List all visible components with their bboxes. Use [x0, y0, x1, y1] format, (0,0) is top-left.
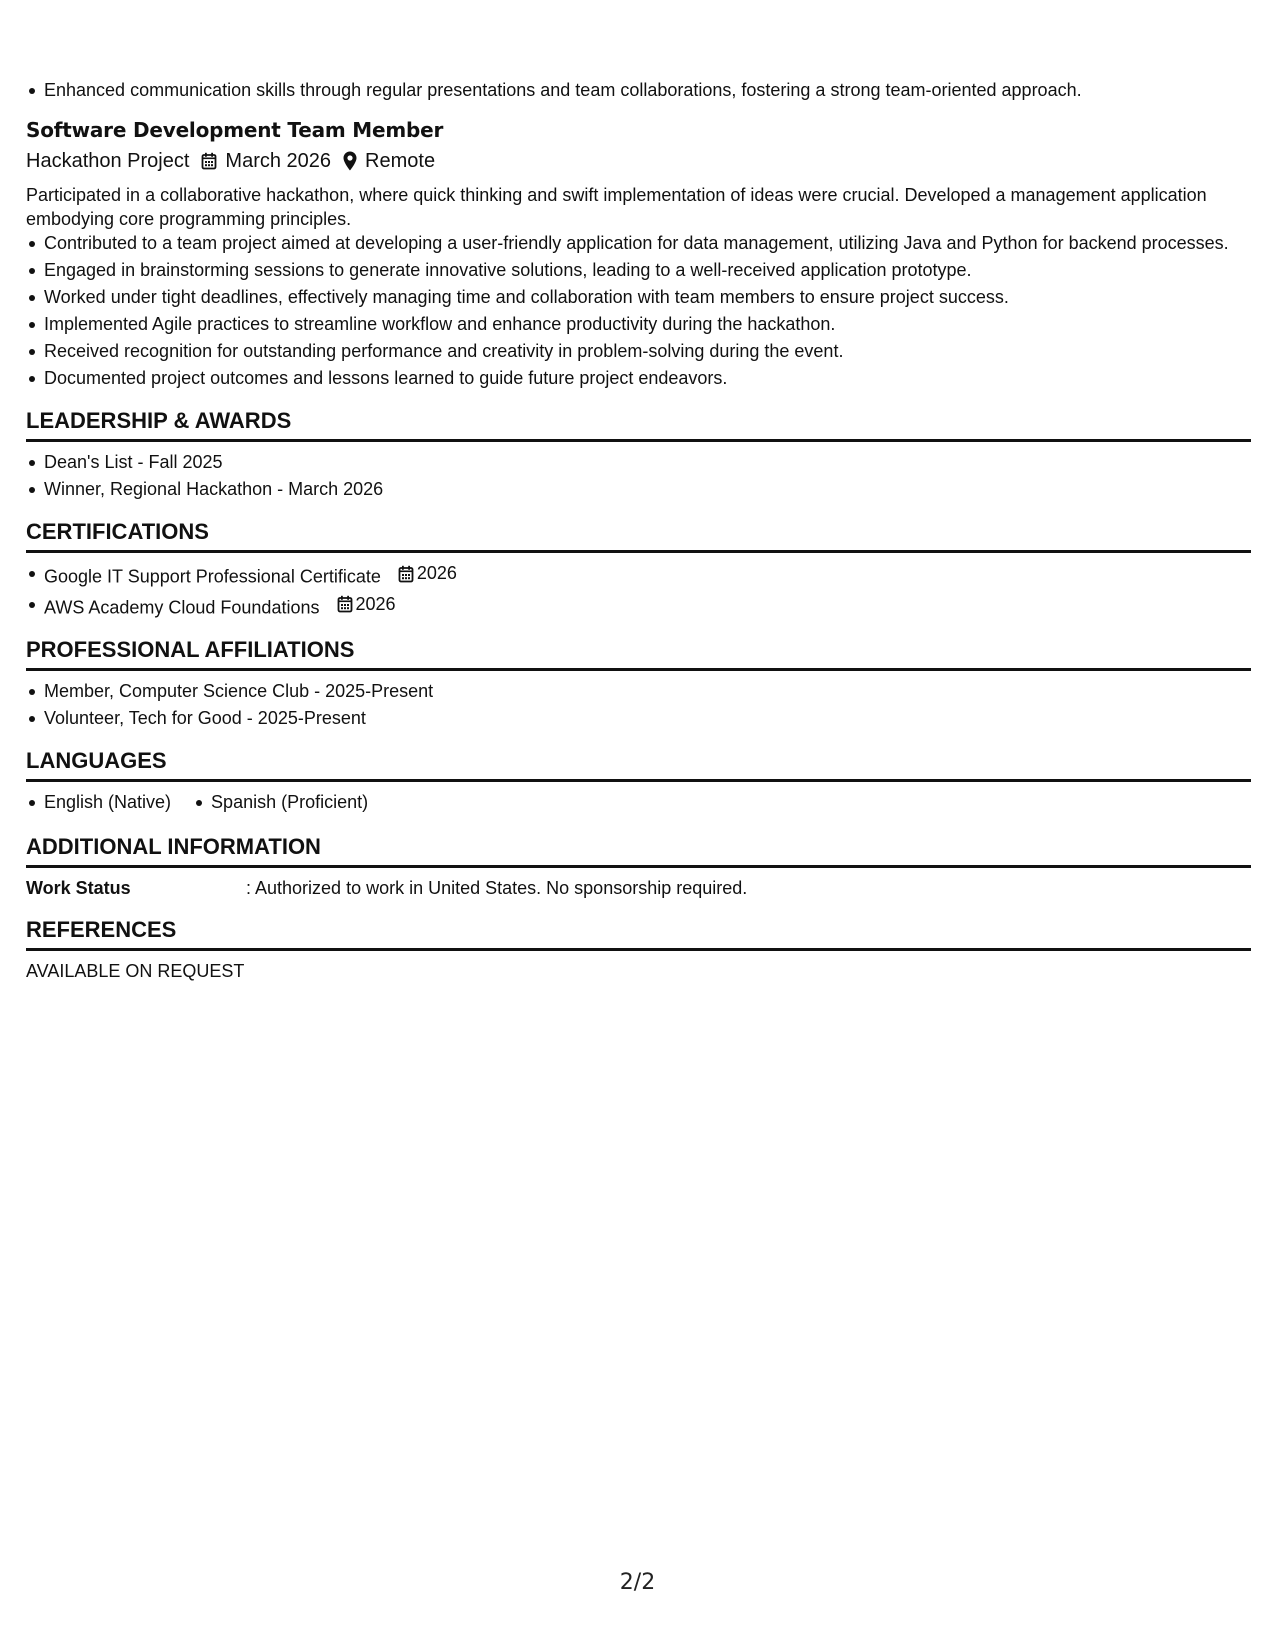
list-item: Dean's List - Fall 2025 — [26, 450, 1251, 475]
job-location — [331, 147, 435, 175]
job-title: Software Development Team Member — [26, 118, 444, 142]
job-date-text: March 2026 — [225, 150, 332, 172]
certification-year: 2026 — [355, 593, 396, 614]
list-item: Contributed to a team project aimed at developing a user-friendly application for data management, utilizing Java and Python for backend processes. — [26, 231, 1251, 256]
references-text: AVAILABLE ON REQUEST — [26, 961, 245, 981]
job-meta — [26, 147, 1251, 175]
list-item: English (Native) — [26, 790, 171, 815]
list-item: Engaged in brainstorming sessions to generate innovative solutions, leading to a well-received application prototype. — [26, 258, 1251, 283]
calendar-icon — [337, 595, 353, 613]
section-additional-information — [26, 833, 1251, 900]
list-item: Received recognition for outstanding performance and creativity in problem-solving during the event. — [26, 339, 1251, 364]
experience-entry — [26, 117, 1251, 391]
section-heading: CERTIFICATIONS — [26, 518, 1251, 553]
job-organization: Hackathon Project — [26, 150, 190, 172]
section-certifications — [26, 518, 1251, 620]
section-heading: LEADERSHIP & AWARDS — [26, 407, 1251, 442]
certification-name: AWS Academy Cloud Foundations — [44, 597, 320, 617]
previous-job-bullets — [26, 78, 1251, 103]
list-item: Member, Computer Science Club - 2025-Present — [26, 679, 1251, 704]
certification-name: Google IT Support Professional Certificate — [44, 566, 381, 587]
map-pin-icon — [343, 151, 357, 171]
section-languages — [26, 747, 1251, 817]
certification-date — [337, 592, 396, 617]
leadership-list — [26, 450, 1251, 502]
job-bullets — [26, 231, 1251, 391]
calendar-icon — [398, 565, 414, 583]
list-item: Winner, Regional Hackathon - March 2026 — [26, 477, 1251, 502]
languages-list — [26, 790, 1251, 817]
work-status-value: : Authorized to work in United States. No sponsorship required. — [246, 878, 748, 898]
work-status-row — [26, 876, 1251, 900]
list-item: Spanish (Proficient) — [193, 790, 368, 815]
section-heading: REFERENCES — [26, 916, 1251, 951]
certification-date — [398, 561, 457, 586]
certifications-list — [26, 561, 1251, 620]
job-summary: Participated in a collaborative hackathon, where quick thinking and swift implementation of ideas were crucial. Developed a management application embodying core programming principles. — [26, 185, 1207, 229]
affiliations-list — [26, 679, 1251, 731]
section-heading: LANGUAGES — [26, 747, 1251, 782]
list-item: Worked under tight deadlines, effectively managing time and collaboration with team members to ensure project success. — [26, 285, 1251, 310]
calendar-icon — [201, 152, 217, 170]
job-location-text: Remote — [365, 150, 436, 172]
job-date — [189, 147, 331, 175]
list-item — [26, 592, 1251, 621]
section-affiliations — [26, 636, 1251, 731]
list-item: Documented project outcomes and lessons learned to guide future project endeavors. — [26, 366, 1251, 391]
resume-page-2 — [26, 78, 1251, 983]
section-references — [26, 916, 1251, 983]
list-item: Enhanced communication skills through regular presentations and team collaborations, fostering a strong team-oriented approach. — [26, 78, 1251, 103]
list-item — [26, 561, 1251, 590]
page-number: 2/2 — [619, 1570, 656, 1595]
section-heading: ADDITIONAL INFORMATION — [26, 833, 1251, 868]
section-heading: PROFESSIONAL AFFILIATIONS — [26, 636, 1251, 671]
list-item: Volunteer, Tech for Good - 2025-Present — [26, 706, 1251, 731]
work-status-label: Work Status — [26, 878, 131, 898]
certification-year: 2026 — [416, 563, 457, 583]
section-leadership — [26, 407, 1251, 502]
list-item: Implemented Agile practices to streamline workflow and enhance productivity during the hackathon. — [26, 312, 1251, 337]
